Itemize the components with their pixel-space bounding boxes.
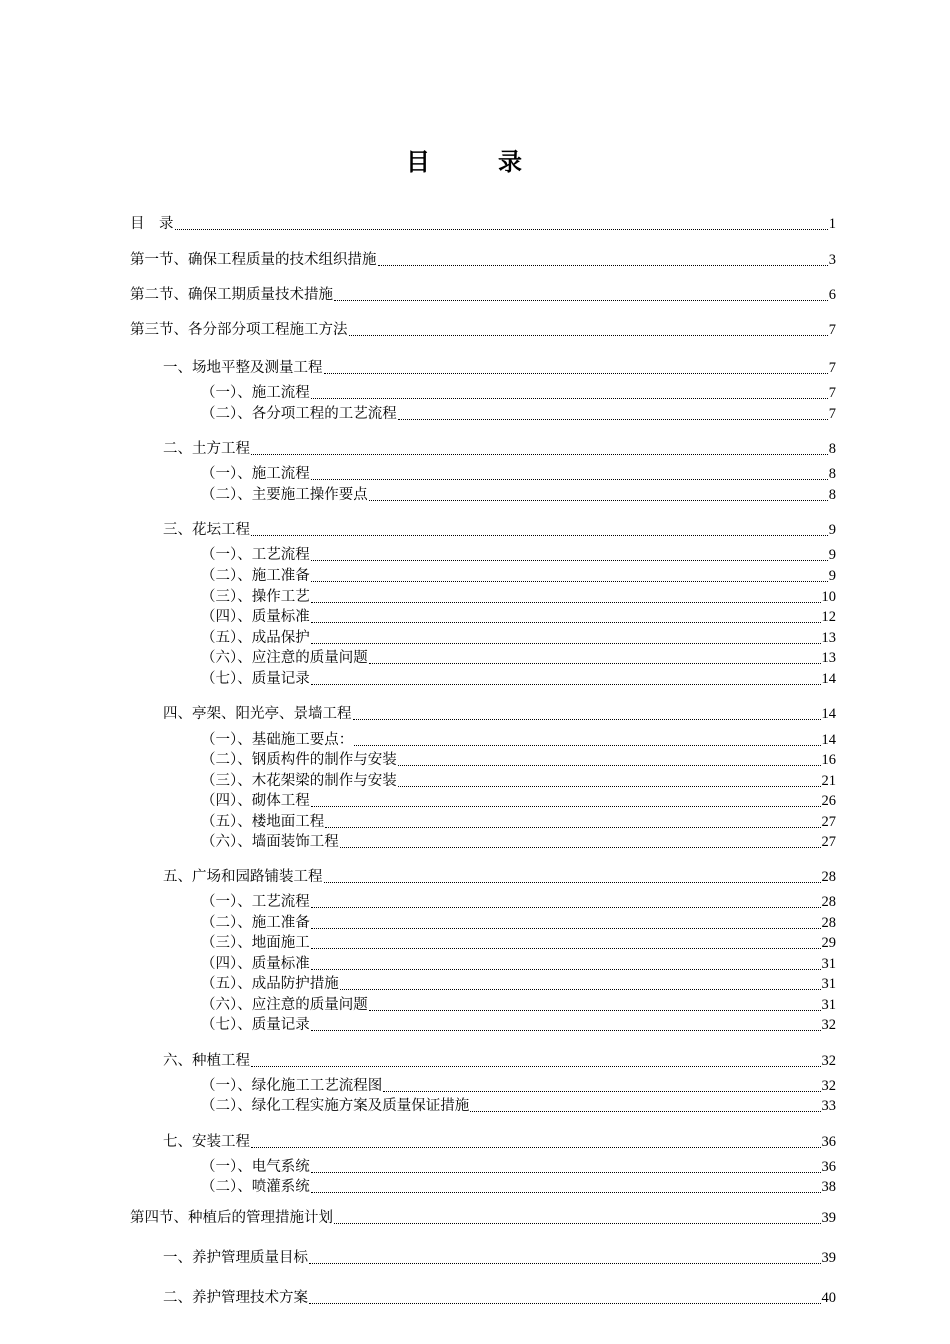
toc-entry-title: （二）、施工准备 bbox=[201, 915, 310, 931]
toc-entry-title: （七）、质量记录 bbox=[201, 671, 310, 687]
page-title: 目 录 bbox=[406, 148, 544, 176]
toc-page-number: 27 bbox=[821, 834, 836, 850]
dot-leader bbox=[311, 580, 828, 582]
toc-entry-title: 三、花坛工程 bbox=[163, 522, 250, 538]
toc-entry-title: （二）、绿化工程实施方案及质量保证措施 bbox=[201, 1098, 470, 1114]
toc-entry-title: （三）、地面施工 bbox=[201, 935, 310, 951]
toc-page-number: 7 bbox=[828, 385, 836, 401]
toc-entry-title: 目 录 bbox=[130, 216, 174, 232]
toc-page-number: 9 bbox=[828, 522, 836, 538]
dot-leader bbox=[311, 1171, 821, 1173]
toc-page-number: 8 bbox=[828, 487, 836, 503]
toc-page-number: 1 bbox=[828, 216, 836, 232]
toc-entry[interactable] bbox=[130, 215, 836, 233]
toc-entry-title: （一）、工艺流程 bbox=[201, 547, 310, 563]
dot-leader bbox=[251, 534, 828, 536]
toc-entry[interactable] bbox=[130, 1209, 836, 1227]
toc-page-number: 13 bbox=[821, 630, 836, 646]
dot-leader bbox=[311, 968, 821, 970]
dot-leader bbox=[353, 718, 821, 720]
toc-page-number: 16 bbox=[821, 752, 836, 768]
dot-leader bbox=[398, 418, 828, 420]
toc-entry[interactable] bbox=[201, 608, 836, 626]
toc-entry[interactable] bbox=[201, 1178, 836, 1196]
toc-entry[interactable] bbox=[201, 751, 836, 769]
dot-leader bbox=[311, 397, 828, 399]
toc-page-number: 12 bbox=[821, 609, 836, 625]
toc-entry[interactable] bbox=[163, 359, 836, 377]
toc-page-number: 32 bbox=[821, 1078, 836, 1094]
toc-entry[interactable] bbox=[201, 975, 836, 993]
toc-entry[interactable] bbox=[201, 1158, 836, 1176]
dot-leader bbox=[311, 1029, 821, 1031]
dot-leader bbox=[251, 1146, 821, 1148]
toc-page-number: 9 bbox=[828, 568, 836, 584]
dot-leader bbox=[311, 642, 821, 644]
toc-page-number: 31 bbox=[821, 956, 836, 972]
toc-entry[interactable] bbox=[163, 1289, 836, 1307]
toc-entry-title: 七、安装工程 bbox=[163, 1134, 250, 1150]
toc-entry[interactable] bbox=[163, 521, 836, 539]
toc-entry[interactable] bbox=[201, 893, 836, 911]
toc-entry-title: （二）、各分项工程的工艺流程 bbox=[201, 406, 397, 422]
toc-entry-title: （一）、施工流程 bbox=[201, 466, 310, 482]
toc-entry[interactable] bbox=[201, 934, 836, 952]
dot-leader bbox=[398, 785, 821, 787]
toc-entry[interactable] bbox=[201, 465, 836, 483]
toc-page-number: 8 bbox=[828, 441, 836, 457]
toc-entry[interactable] bbox=[201, 588, 836, 606]
toc-entry[interactable] bbox=[201, 772, 836, 790]
toc-entry-title: （二）、施工准备 bbox=[201, 568, 310, 584]
dot-leader bbox=[311, 683, 821, 685]
toc-entry-title: 二、土方工程 bbox=[163, 441, 250, 457]
toc-entry-title: （五）、楼地面工程 bbox=[201, 814, 325, 830]
toc-entry[interactable] bbox=[201, 955, 836, 973]
toc-entry-title: （六）、应注意的质量问题 bbox=[201, 650, 368, 666]
toc-page-number: 31 bbox=[821, 997, 836, 1013]
toc-entry-title: （五）、成品保护 bbox=[201, 630, 310, 646]
toc-entry-title: （二）、主要施工操作要点 bbox=[201, 487, 368, 503]
toc-page-number: 13 bbox=[821, 650, 836, 666]
toc-entry-title: （三）、操作工艺 bbox=[201, 589, 310, 605]
toc-entry[interactable] bbox=[201, 670, 836, 688]
toc-page-number: 31 bbox=[821, 976, 836, 992]
toc-entry[interactable] bbox=[201, 629, 836, 647]
toc-entry[interactable] bbox=[201, 1016, 836, 1034]
toc-page-number: 40 bbox=[821, 1290, 836, 1306]
toc-entry-title: 六、种植工程 bbox=[163, 1053, 250, 1069]
toc-page-number: 33 bbox=[821, 1098, 836, 1114]
dot-leader bbox=[309, 1302, 821, 1304]
toc-page-number: 10 bbox=[821, 589, 836, 605]
toc-page-number: 32 bbox=[821, 1017, 836, 1033]
toc-entry[interactable] bbox=[201, 649, 836, 667]
toc-entry[interactable] bbox=[201, 1097, 836, 1115]
toc-page-number: 39 bbox=[821, 1210, 836, 1226]
toc-page-number: 36 bbox=[821, 1134, 836, 1150]
dot-leader bbox=[369, 499, 828, 501]
dot-leader bbox=[470, 1110, 820, 1112]
toc-entry-title: （四）、砌体工程 bbox=[201, 793, 310, 809]
dot-leader bbox=[334, 1222, 821, 1224]
toc-page-number: 29 bbox=[821, 935, 836, 951]
dot-leader bbox=[369, 662, 821, 664]
dot-leader bbox=[398, 764, 821, 766]
toc-entry-title: （一）、电气系统 bbox=[201, 1159, 310, 1175]
toc-page-number: 38 bbox=[821, 1179, 836, 1195]
dot-leader bbox=[311, 559, 828, 561]
toc-page-number: 14 bbox=[821, 671, 836, 687]
dot-leader bbox=[311, 927, 821, 929]
toc-entry-title: （一）、施工流程 bbox=[201, 385, 310, 401]
toc-entry[interactable] bbox=[201, 833, 836, 851]
toc-entry[interactable] bbox=[201, 486, 836, 504]
toc-entry[interactable] bbox=[163, 1052, 836, 1070]
toc-entry[interactable] bbox=[163, 1133, 836, 1151]
toc-entry-title: 一、养护管理质量目标 bbox=[163, 1250, 308, 1266]
dot-leader bbox=[311, 906, 821, 908]
dot-leader bbox=[311, 805, 821, 807]
dot-leader bbox=[378, 264, 828, 266]
toc-page-number: 9 bbox=[828, 547, 836, 563]
toc-entry[interactable] bbox=[201, 914, 836, 932]
toc-entry-title: 第二节、确保工期质量技术措施 bbox=[130, 287, 333, 303]
dot-leader bbox=[340, 988, 821, 990]
toc-entry[interactable] bbox=[130, 321, 836, 339]
dot-leader bbox=[311, 1191, 821, 1193]
dot-leader bbox=[251, 453, 828, 455]
toc-page-number: 8 bbox=[828, 466, 836, 482]
toc-entry-title: 五、广场和园路铺装工程 bbox=[163, 869, 323, 885]
toc-entry-title: 第一节、确保工程质量的技术组织措施 bbox=[130, 252, 377, 268]
toc-entry[interactable] bbox=[163, 440, 836, 458]
dot-leader bbox=[354, 744, 820, 746]
toc-page-number: 26 bbox=[821, 793, 836, 809]
dot-leader bbox=[311, 478, 828, 480]
dot-leader bbox=[311, 621, 821, 623]
toc-entry[interactable] bbox=[201, 731, 836, 749]
toc-entry-title: 四、亭架、阳光亭、景墙工程 bbox=[163, 706, 352, 722]
toc-page-number: 3 bbox=[828, 252, 836, 268]
toc-entry-title: 一、场地平整及测量工程 bbox=[163, 360, 323, 376]
dot-leader bbox=[175, 228, 828, 230]
toc-entry-title: （六）、应注意的质量问题 bbox=[201, 997, 368, 1013]
toc-page-number: 7 bbox=[828, 406, 836, 422]
toc-entry[interactable] bbox=[163, 868, 836, 886]
toc-entry-title: （四）、质量标准 bbox=[201, 609, 310, 625]
dot-leader bbox=[311, 947, 821, 949]
toc-entry[interactable] bbox=[130, 251, 836, 269]
dot-leader bbox=[309, 1262, 821, 1264]
toc-entry-title: （四）、质量标准 bbox=[201, 956, 310, 972]
toc-page-number: 39 bbox=[821, 1250, 836, 1266]
dot-leader bbox=[369, 1009, 821, 1011]
toc-entry[interactable] bbox=[201, 813, 836, 831]
toc-entry[interactable] bbox=[163, 705, 836, 723]
dot-leader bbox=[311, 601, 821, 603]
toc-page-number: 21 bbox=[821, 773, 836, 789]
toc-entry-title: （五）、成品防护措施 bbox=[201, 976, 339, 992]
toc-entry-title: （七）、质量记录 bbox=[201, 1017, 310, 1033]
toc-page-number: 14 bbox=[821, 732, 836, 748]
toc-entry[interactable] bbox=[201, 546, 836, 564]
toc-entry-title: （二）、钢质构件的制作与安装 bbox=[201, 752, 397, 768]
toc-page-number: 14 bbox=[821, 706, 836, 722]
toc-page-number: 27 bbox=[821, 814, 836, 830]
toc-entry-title: 第三节、各分部分项工程施工方法 bbox=[130, 322, 348, 338]
toc-entry[interactable] bbox=[201, 1077, 836, 1095]
toc-page-number: 28 bbox=[821, 869, 836, 885]
dot-leader bbox=[251, 1065, 821, 1067]
toc-page-number: 6 bbox=[828, 287, 836, 303]
toc-entry[interactable] bbox=[163, 1249, 836, 1267]
toc-page-number: 28 bbox=[821, 894, 836, 910]
toc-entry[interactable] bbox=[201, 384, 836, 402]
toc-page-number: 7 bbox=[828, 322, 836, 338]
dot-leader bbox=[325, 826, 820, 828]
toc-entry-title: （二）、喷灌系统 bbox=[201, 1179, 310, 1195]
toc-entry[interactable] bbox=[201, 996, 836, 1014]
toc-entry-title: （一）、工艺流程 bbox=[201, 894, 310, 910]
toc-entry-title: （三）、木花架梁的制作与安装 bbox=[201, 773, 397, 789]
toc-entry-title: （六）、墙面装饰工程 bbox=[201, 834, 339, 850]
toc-entry-title: 二、养护管理技术方案 bbox=[163, 1290, 308, 1306]
toc-entry-title: 第四节、种植后的管理措施计划 bbox=[130, 1210, 333, 1226]
toc-entry[interactable] bbox=[130, 286, 836, 304]
dot-leader bbox=[334, 299, 828, 301]
dot-leader bbox=[383, 1090, 820, 1092]
toc-entry[interactable] bbox=[201, 405, 836, 423]
dot-leader bbox=[349, 334, 828, 336]
toc-entry-title: （一）、绿化施工工艺流程图 bbox=[201, 1078, 383, 1094]
dot-leader bbox=[324, 372, 828, 374]
toc-page-number: 32 bbox=[821, 1053, 836, 1069]
toc-entry-title: （一）、基础施工要点： bbox=[201, 732, 354, 748]
dot-leader bbox=[324, 881, 821, 883]
toc-page-number: 28 bbox=[821, 915, 836, 931]
toc-entry[interactable] bbox=[201, 567, 836, 585]
toc-page-number: 7 bbox=[828, 360, 836, 376]
toc-entry[interactable] bbox=[201, 792, 836, 810]
dot-leader bbox=[340, 846, 821, 848]
toc-page-number: 36 bbox=[821, 1159, 836, 1175]
